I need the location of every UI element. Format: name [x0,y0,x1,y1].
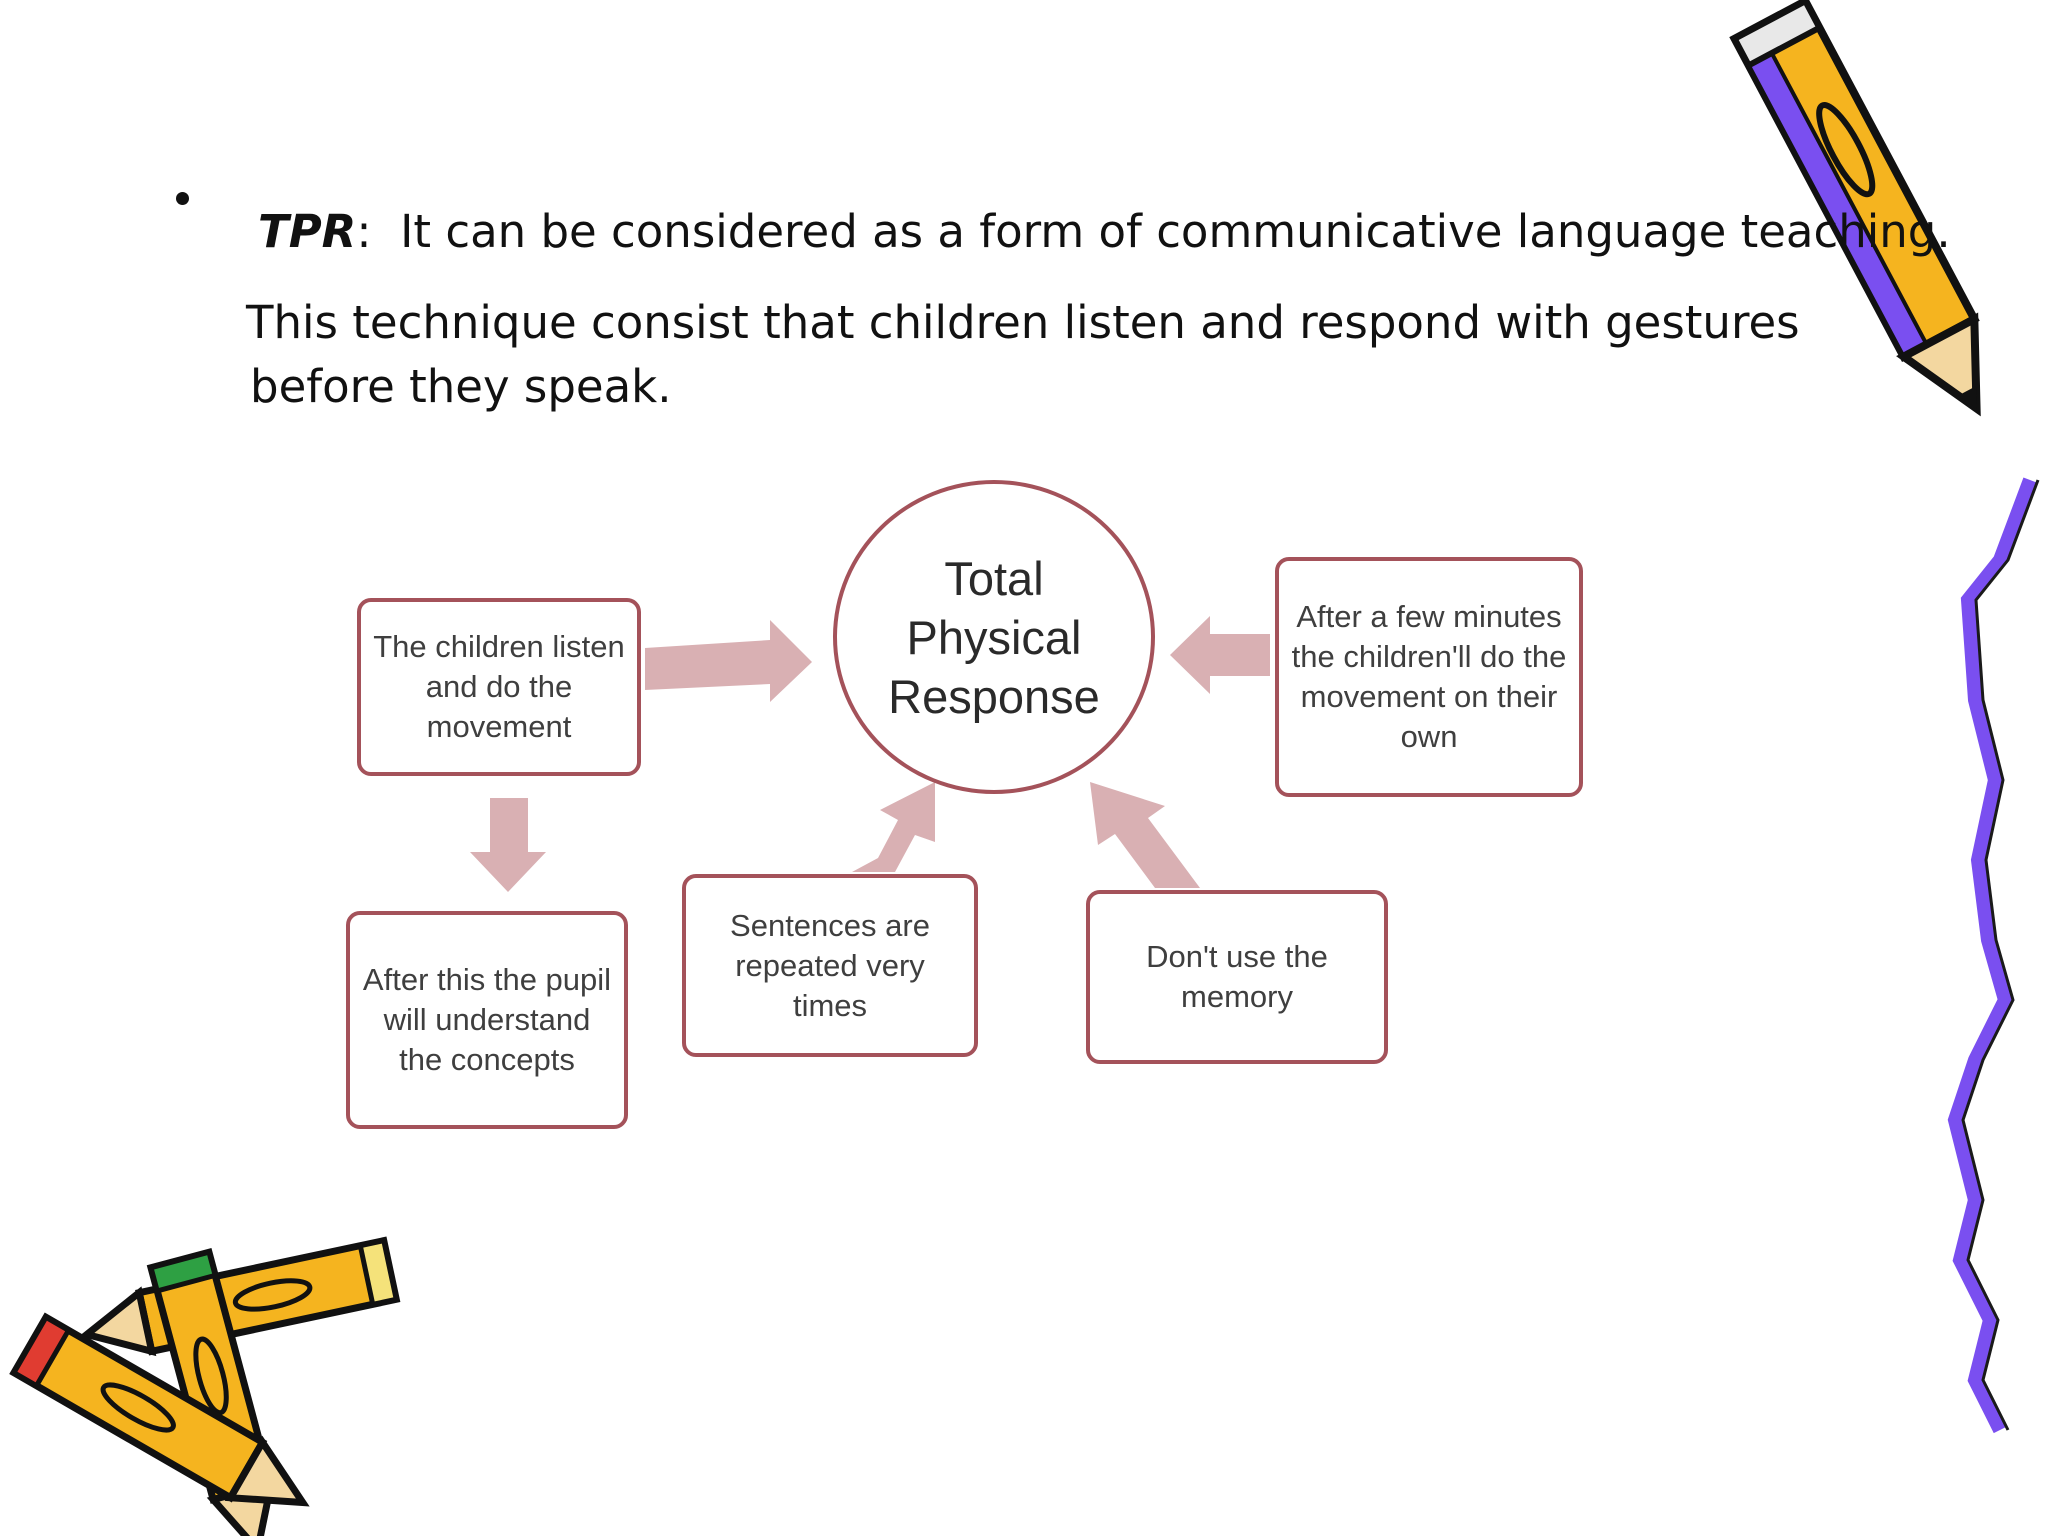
bullet-term: TPR [258,205,357,258]
node-pupil-understand-label: After this the pupil will understand the concepts [362,962,612,1077]
bullet-text: It can be considered as a form of communicative language teaching. [400,205,1951,258]
arrow-listen-to-understand [470,798,546,892]
node-pupil-understand [346,911,628,1129]
body-line-3: before they speak. [250,360,672,413]
arrow-own-to-center [1170,616,1270,694]
arrow-listen-to-center [645,620,812,702]
bullet-colon: : [356,205,372,258]
crossed-pencils-icon [14,1241,396,1536]
node-movement-on-own [1275,557,1583,797]
node-dont-use-memory [1086,890,1388,1064]
squiggle-line-icon [1955,480,2030,1430]
bullet-dot [176,192,189,205]
node-sentences-repeated [682,874,978,1057]
node-dont-use-memory-label: Don't use the memory [1146,939,1328,1014]
body-line-2: This technique consist that children listen and respond with gestures [246,296,1800,349]
node-children-listen-label: The children listen and do the movement [373,629,625,744]
arrow-memory-to-center [1090,782,1200,888]
node-children-listen [357,598,641,776]
center-node-total-physical-response: Total Physical Response [833,480,1155,794]
arrow-repeated-to-center [852,782,935,872]
node-movement-on-own-label: After a few minutes the children'll do the movement on their own [1291,599,1567,754]
bullet-line [258,205,1951,258]
node-sentences-repeated-label: Sentences are repeated very times [730,907,930,1023]
